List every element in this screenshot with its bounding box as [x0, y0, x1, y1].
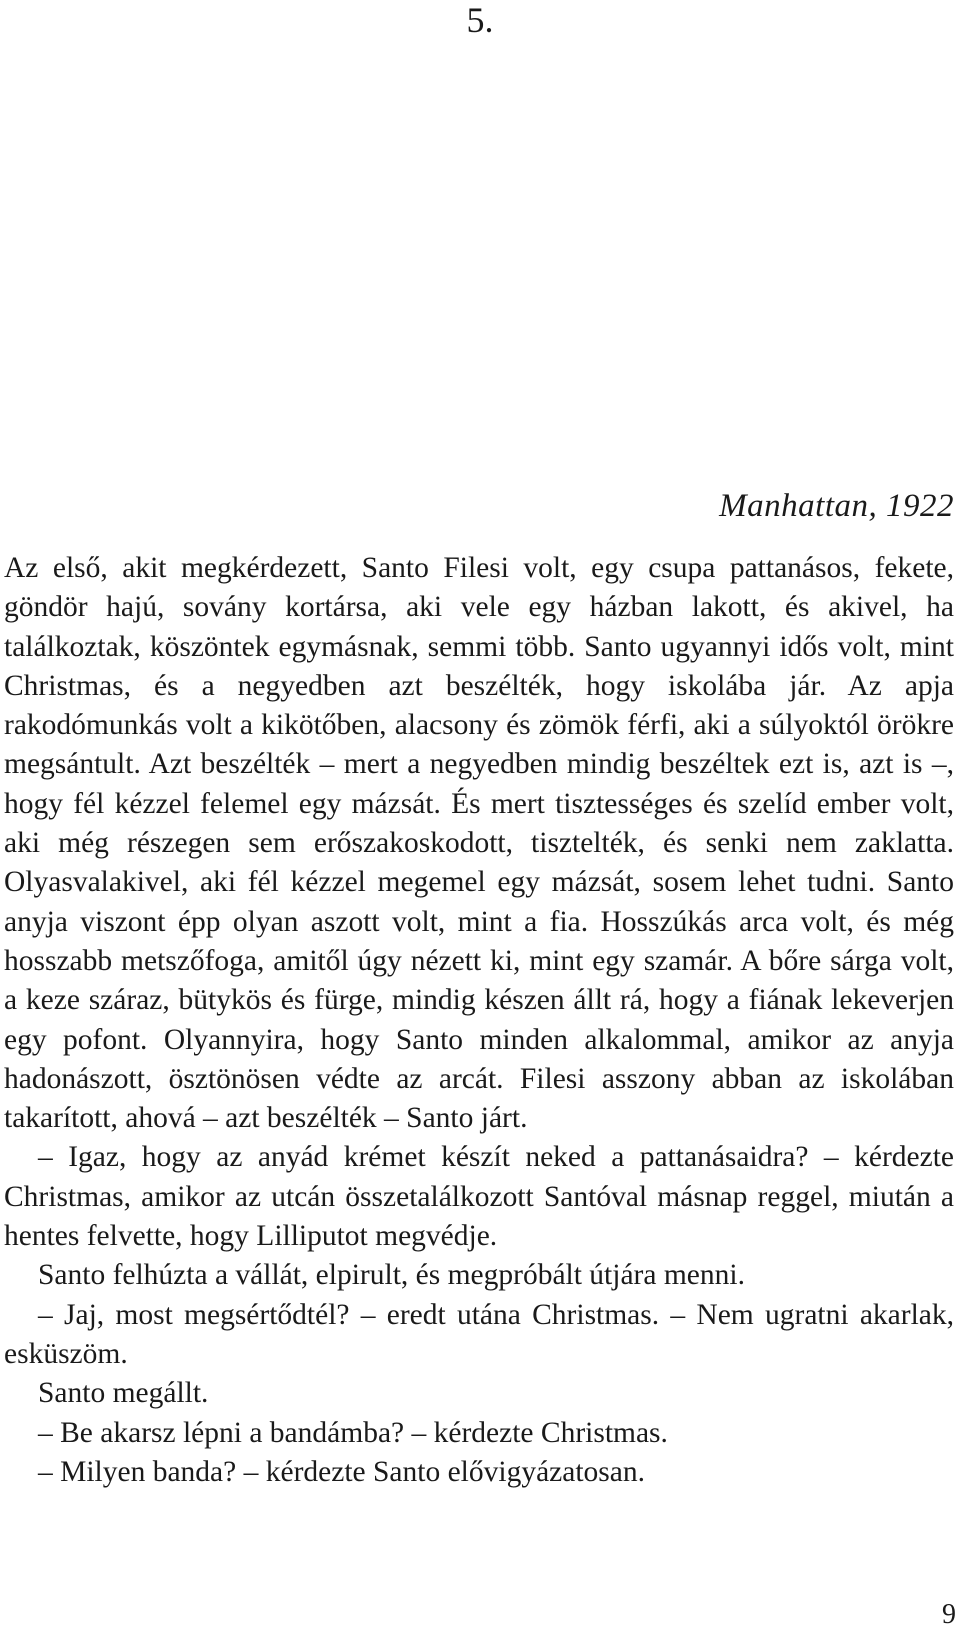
paragraph-7: – Milyen banda? – kérdezte Santo elővigyázatosan. [38, 1455, 645, 1488]
paragraph-3: Santo felhúzta a vállát, elpirult, és megpróbált útjára menni. [38, 1259, 745, 1292]
paragraph-2: – Igaz, hogy az anyád krémet készít neked a pattanásaidra? – kérdezte Christmas, amikor az utcán összetalálkozott Santóval másnap reggel, miután a hentes felvette, hogy Lilliputot megvédje. [4, 1141, 954, 1253]
paragraph-4: – Jaj, most megsértődtél? – eredt utána Christmas. – Nem ugratni akarlak, esküszöm. [4, 1298, 954, 1370]
page-number: 9 [942, 1599, 956, 1630]
chapter-number: 5. [466, 0, 494, 40]
dateline: Manhattan, 1922 [719, 488, 954, 524]
paragraph-5: Santo megállt. [38, 1377, 209, 1410]
paragraph-1: Az első, akit megkérdezett, Santo Filesi volt, egy csupa pattanásos, fekete, göndör hajú, sovány kortársa, aki vele egy házban lakott, és akivel, ha találkoztak, köszöntek egymásnak, semmi több. Santo ugyannyi idős volt, mint Christmas, és a negyedben azt beszélték, hogy iskolába jár. Az apja rakodómunkás volt a kikötőben, alacsony és zömök férfi, aki a súlyoktól örökre megsántult. Azt beszélték – mert a negyedben mindig beszéltek ezt is, azt is –, hogy fél kézzel felemel egy mázsát. És mert tisztességes és szelíd ember volt, aki még részegen sem erőszakoskodott, tisztelték, és senki nem zaklatta. Olyasvalakivel, aki fél kézzel megemel egy mázsát, sosem lehet tudni. Santo anyja viszont épp olyan aszott volt, mint a fia. Hosszúkás arca volt, és még hosszabb metszőfoga, amitől úgy nézett ki, mint egy szamár. A bőre sárga volt, a keze száraz, bütykös és fürge, mindig készen állt rá, hogy a fiának lekeverjen egy pofont. Olyannyira, hogy Santo minden alkalommal, amikor az anyja hadonászott, ösztönösen védte az arcát. Filesi asszony abban az iskolában takarított, ahová – azt beszélték – Santo járt. [4, 552, 954, 1135]
paragraph-6: – Be akarsz lépni a bandámba? – kérdezte Christmas. [38, 1416, 668, 1449]
body-text [4, 549, 954, 1492]
